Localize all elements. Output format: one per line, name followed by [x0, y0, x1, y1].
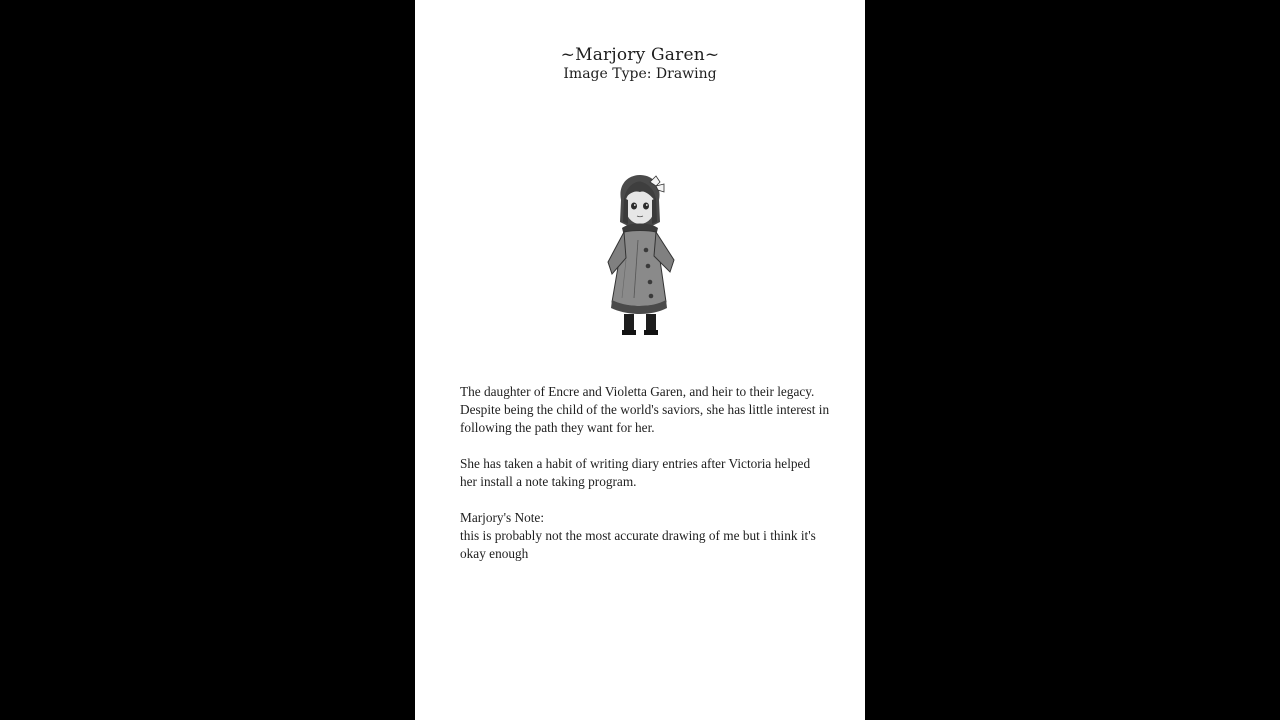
note-section: [460, 509, 830, 563]
note-text: this is probably not the most accurate drawing of me but i think it's okay enough: [460, 528, 816, 561]
character-drawing: [590, 170, 690, 340]
entry-header: [415, 44, 865, 82]
description-paragraph-2: She has taken a habit of writing diary entries after Victoria helped her install a note taking program.: [460, 456, 811, 489]
note-label: Marjory's Note:: [460, 510, 545, 525]
document-page: [415, 0, 865, 720]
description-paragraph-1: The daughter of Encre and Violetta Garen, and heir to their legacy. Despite being the child of the world's saviors, she has little interest in following the path they want for her.: [460, 384, 830, 435]
entry-description: [460, 383, 830, 581]
character-drawing-icon: [590, 170, 690, 340]
image-type-label: Image Type: Drawing: [563, 66, 717, 82]
entry-title: ~Marjory Garen~: [560, 45, 720, 65]
